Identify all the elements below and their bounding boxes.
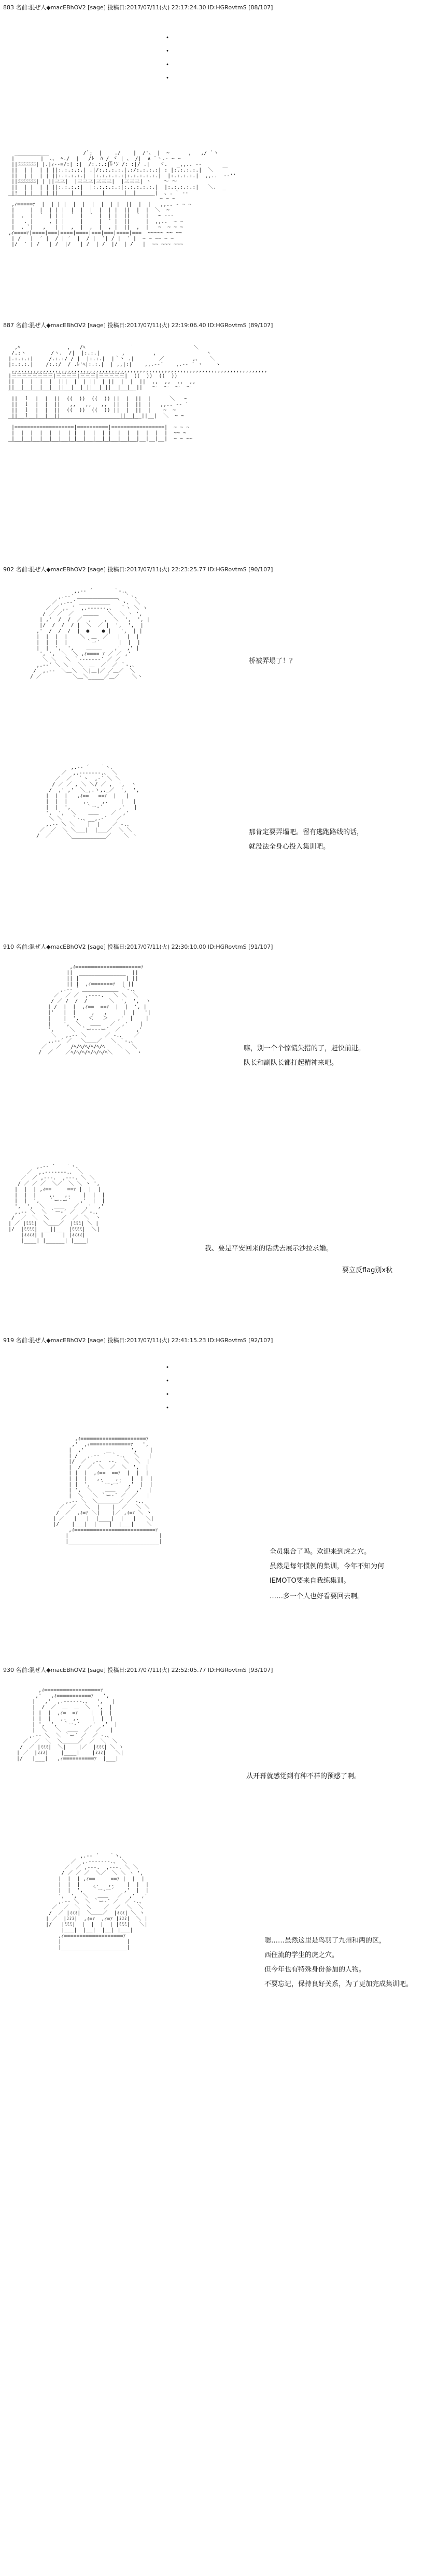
ascii-art-character-7: ,.-‐ ´￣￣｀ヽ、 ／ ,.-‐‐‐‐‐-.、 ＼ ／ ／ ,-‐-. ,-‐-. ＼ ＼ / ／ ／ ／ ＼／ ＼ ＼ ヽ ', | | | ,ｨ== ==ｧ | | | | | | ,. ,. | | | | | ', ｀ー‐ー´ ,' | | ', ', ＼ ＿＿ ／ ,' ,' ,.-‐ ＼ ＼ ｀ー‐´ ／ ／ ‐.、 ／ ／ ＼ ＼ ／ ／ ＼ ＼ / ／ |ﾐﾐﾐ| ＼＿＿／ |ﾐﾐﾐ| ＼ ヽ | ／ |ﾐﾐﾐ| ,ｨ=ｧ ,ｨ=ｧ |ﾐﾐﾐ| ＼ | |/ |ﾐﾐﾐ| | | | | |ﾐﾐﾐ| ＼| |___| |__| |__| |___| ,ｨ===================ｧ | | |_____________________| [46, 1853, 149, 1950]
post-header-883: 883 名前:混ぜ人◆macEBhOV2 [sage] 投稿日:2017/07/11(火) 22:17:24.30 ID:HGRovtmS [88/107] [3, 4, 273, 11]
dialog-919-line-4: ……多一个人也好看要回去啊。 [270, 1593, 364, 1600]
ascii-art-scene-1: __________ /`; | ./ | /'、 | ~ , ,/ `ヽ |￣￣￣￣￣| 、、 ﾍ./ | /ﾄ ﾊ /_ヾ | 、 /| ∧ `ヽ.- ~ ~ ||ﾆﾆﾆﾆﾆﾆﾆ| |.|ｨ-‐=/:| :| /:.:.:|ﾚ'ﾝ /: :|/ .| ヾ. _,,.. -‐ || | | | | ||:.:.:.:.| .|/:.:.:.:.|.:/:.:.:.:| : |:.:.:.:.| ＼ ￣ || | | | | ||:.:.:.:.| |:.:.:.:.:|:.:.:.:.:.| |:.:.:.:.| ,,.. -‐'' ||ﾆﾆﾆﾆﾆﾆﾆ| | ||三三| |三三三|三三三| |三三三| ヽ ～ ～ || | | | | ||:.:.:.:| |:.:.:.:.:|:.:.:.:.:.| |:.:.:.:.:| ＼. _ |!__|_|__|_| ||____|__|______|______|__|______| 、. ` ‐- ￣￣￣￣￣￣￣￣￣￣￣￣￣￣￣￣￣￣￣￣￣￣￣￣￣￣￣￣ ~ ~ ~ ,ｨ=====ｧ | | | | | | | | | | || | | ,,.. ‐ ~ ~ | | | | | | | | | | | | || | | ＼ ~ | , | ´ | | | ´ | ´ | | | || ´ | ~ -‐‐ | . | , | | | | ´ | || | ,,.. ~ ~ | , `| , | | , | , | , | || , | ~ ~ ~ ~ ,ｨ====ｧ|====|===|====|====|===|===|====|=== ~~~~~ ~~ ~~ | / | ′ | / | ′ | / | ′| / | ′ | ~ ~ ~~ ~ ~ |/ ′ | / | / |/ | / | / |/ | / | ~~ ~~~ ~~~ [8, 150, 236, 247]
dialog-930b-line-4: 不要忘记，保持良好关系，为了更加完成集训吧。 [264, 1980, 413, 1988]
ellipsis-dots: ・ ・ ・ ・ [163, 33, 172, 83]
dialog-910-line-2: 队长和副队长都打起精神来吧。 [244, 1059, 339, 1067]
post-header-902: 902 名前:混ぜ人◆macEBhOV2 [sage] 投稿日:2017/07/11(火) 22:23:25.77 ID:HGRovtmS [90/107] [3, 566, 273, 573]
ascii-art-character-2: ,.-‐ ´￣￣｀ヽ、 ／ ,.-‐‐‐‐‐-.、 ＼ ／ ／ ｀ヽ ,-´ ＼ ＼ / ／ ／ , ＼ ＼/ ／ , ', ヽ / ,' ,' ＼_,.ヽ,._／ ', ', | | | ,ｨ== ==ｧ | | | | | ,. ,. | | | | ', ｀ー‐´ ,' | ', ', ＼ ＿＿ ／ ,' ＼ ＼ ｀‐.、__,.‐´ ／ ,.-‐ ＼ ＼ | | ／ ‐.、 ／ ／ ＼ ＼___| |___／ ＼ ＼ / ／ ＼___________／ ＼ ヽ [36, 765, 139, 839]
ascii-art-character-5: ,ｨ=====================ｧ ,' ,ｨ=============ｧ ', | ,' ', | | / ,.-‐ ´￣｀‐.、 ＼ | |/ ／ ,-‐ ‐-. ＼ ＼ | | / ／ ＼ ／ ＼ ', | | | | ,ｨ== ==ｧ | | | | | | ,. ,. | | | | | ', ｀ー‐ー´ ,' | | | ', ＼ ＿＿ ／ ,' | | ＼ ＼ ｀ー‐´ ／ ／ | ,.-‐ ＼ ＼＿＿＿＿／ ／ ‐.、 ／ ／ ＼ | | ／ ＼ ＼ / ／ ,ｨ=ｧ ＼| |／ ,ｨ=ｧ ＼ ヽ | ／ | | |____| | | ＼| |/ |___| | | |___| ＼ ,ｨ==========================ｧ | | |_____________________________| [53, 1436, 162, 1544]
ascii-art-character-6: ,ｨ==================ｧ ,' ,ｨ===========ｧ ', | ,' ,.-‐‐‐‐-.、 ', | | / ／ ＿ ＿ ＼ ', | | | | ,ｨ= =ｧ | | | | | | ,. ,. | | | | ', ', ｀ー‐´ ,' ,' | | ＼ ＼ ＿＿ ／ ／ | ,.-‐ ＼ ＼ ｀ー´ ／ ／ ‐.、 ／ ／ ＼ ＼＿＿＿／ ／ ＼ ＼ / ／ |ﾐﾐﾐ| ＼| |／ |ﾐﾐﾐ| ＼ ヽ | ／ |ﾐﾐﾐ| |____| |ﾐﾐﾐ| ＼| |/ |___| ,ｨ==========ｧ |___| [17, 1687, 124, 1762]
dialog-902b-line-2: 就没法全身心投入集训吧。 [249, 843, 330, 851]
dialog-919-line-2: 虽然是每年惯例的集训，今年不知为何 [270, 1563, 385, 1570]
ascii-art-scene-2: ,ﾍ , /ﾍ ｀ ＼ /.:ヽ /ヽ. /| |:.:.| , , ヽ |.:.:.:| /.:.:/ / | |:.:.| |｀ヽ .| ／ ,、 ＼ |:.:.:.| /:.:/ / .ﾚ'ﾍ|:.:.| | ,,|:| ,,.-‐´ ,.-‐ ´ ヽ ヽ ,,,,,,,,,,,,,,,,,,,,,,,,,,,,,,,,,,,,,,,,,,,,,,,,,,,,,,,,,,,,,,,,,,,,,,,,,,,,,,,,,, |三三三三三三三三|三三三三|三三三|三三三三三| (( )) (( )) || | | | | ||| | | || | || | | || ,, ,, ,, ,, ||__|__|__|__|__||__|__|_||__|_||__|__|__|| ～ ～ ～ ～ ￣￣￣￣￣￣￣￣￣￣￣￣￣￣￣￣￣￣￣￣￣￣￣￣ || ｌ | | || (( )) (( )) || | || | ＼ ~ || ｌ | | || ,, ,, ,, || | || | ,,.. -‐ ´ || ｌ | | || (( )) (( )) || | || | ~ ~ ||__ｌ__|__|__||___________________||__|__||__| ＼ ~ ~ ￣￣￣￣￣￣￣￣￣￣￣￣￣￣￣￣￣￣￣￣￣￣￣￣￣ |===================|==========|=================| ~ ~ ~ | | | | | | | | | | | | | | | | | | ~~ ~ |__|__|__|__|__|__|_|__|__|__|_|__|__|__|__|__|__| ~ ~ ~~ ￣￣￣￣￣￣￣￣￣￣￣￣￣￣￣￣￣￣￣￣￣￣￣￣￣ [8, 345, 267, 447]
ascii-art-character-1: ,.-‐ ´￣￣￣￣｀‐.、 ,.-‐´ ＿＿＿＿＿＿＿＿ ｀ヽ、 ／ ,.-‐´ ＿＿＿＿＿＿ ｀ヽ、 ＼ ／ ／ ,. ´ ,.-‐‐‐‐-.、 ｀ヽ ＼ ヽ / ／ ／ ／ ＿＿＿ ＼ ＼ ヽ ', | ,' / / ／ , , ＼ ', ', | |/ / / / | ＼ ／ | ', ', | ,' / / / | ● ● | ', | | | | | | ＼ ＿ ／ | | | | | | | ｀ー´ | | | | | ', ', ＿＿＿ ,' ,' | ', ', ＼ ＼ ,ｨ==== ｧ ／ ／ ,' ＼ ＼ ＼ ｀-‐‐‐‐‐-´ ／ ／ ,.-‐´ ＼ ＼ ＼ ＿ ／ ／ ｀‐.、 / ,.-‐ ＼＿＼ ＼|＿|／ ／＿／ ＼ / ／ ＼＿＼_____／＿／ ＼ヽ [30, 588, 150, 680]
dialog-930-line-1: 从开幕就感觉到有种不祥的预感了啊。 [246, 1772, 361, 1780]
ascii-art-character-3: ,ｨ=====================ｧ || _______________ || || | | || || | ,ｨ=======ｧ | || ,.-‐ ´ ＿＿＿＿＿＿＿ ｀‐.、 ／ ／ ／ ,-‐‐-. ＼ ＼ ＼ / ／ / / / ＼ ', ', ヽ | / | | ,ｨ== ==ｧ | | ', | |' | | , , | | '| | | ', ＜ ＞ ,' | | | ', ＼ ＿＿ ／ ,' | ', ＼ ｀ー‐‐‐ー´ ／ ,' ＼ ,.-‐ ＼ ／ ‐.、 ／ ,.-‐´ ／ ＼＿＿／ ＼ ｀‐.、 ／ ／ /ﾍ/ﾍ/ﾍ/ﾍ/ﾍ/ﾍ ＼ ＼ / ／ ／ﾍ/ﾍ/ﾍ/ﾍ/ﾍ/ﾍ/ﾍ＼ ＼ ヽ [38, 964, 151, 1055]
dialog-919-line-3: IEMOTO要来自我练集训。 [270, 1577, 350, 1585]
tag-comment: 要立反flag别x秋 [342, 1266, 393, 1274]
dialog-919-line-1: 全员集合了吗。欢迎来到虎之穴。 [270, 1548, 371, 1556]
ellipsis-dots-2: ・ ・ ・ ・ [163, 1362, 172, 1413]
dialog-910b-line-1: 我、要是平安回来的话就去展示沙拉求婚。 [205, 1245, 333, 1252]
dialog-910-line-1: 嘛，别一个个惊慌失措的了，赶快前进。 [244, 1045, 365, 1052]
dialog-930b-line-2: 西住流的学生的虎之穴。 [264, 1951, 339, 1959]
dialog-930b-line-1: 嗯……虽然这里是鸟羽了九州和两的区， [264, 1937, 386, 1945]
ascii-art-character-4: ,.-‐ ´￣￣｀ヽ、 ／ ,.-‐‐‐‐‐-.、 ＼ ／ ／ ,-‐-. ,-‐-. ＼ ＼ / ／ ／ ／ ＼／ ＼ ＼ ヽ ', | | | ,ｨ== ==ｧ | | | | | | ,. ,. | | | | | ', ｀ー‐ー´ ,' | | ', ', ＼ ＿＿ ／ ,' ,' ,.-‐ ＼ ＼ ｀ー‐´ ／ ／ ‐.、 / ／ ＼ ＼ ／ ／ ＼ ヽ | ／ |ﾐﾐﾐ| ＼＿＿／ |ﾐﾐﾐ| ＼ | |/ |ﾐﾐﾐﾐ| __||__ |ﾐﾐﾐﾐ| ＼| |ﾐﾐﾐﾐ| | | |ﾐﾐﾐﾐ| |____| |______| |____| [8, 1164, 105, 1244]
post-header-919: 919 名前:混ぜ人◆macEBhOV2 [sage] 投稿日:2017/07/11(火) 22:41:15.23 ID:HGRovtmS [92/107] [3, 1337, 273, 1344]
post-header-910: 910 名前:混ぜ人◆macEBhOV2 [sage] 投稿日:2017/07/11(火) 22:30:10.00 ID:HGRovtmS [91/107] [3, 944, 273, 950]
post-header-930: 930 名前:混ぜ人◆macEBhOV2 [sage] 投稿日:2017/07/11(火) 22:52:05.77 ID:HGRovtmS [93/107] [3, 1667, 273, 1673]
dialog-902b-line-1: 那肯定要弄塌吧。留有逃跑路线的话， [249, 828, 364, 836]
post-header-887: 887 名前:混ぜ人◆macEBhOV2 [sage] 投稿日:2017/07/11(火) 22:19:06.40 ID:HGRovtmS [89/107] [3, 322, 273, 329]
dialog-930b-line-3: 但今年也有特殊身份参加的人物。 [264, 1966, 366, 1974]
dialog-902-line-1: 桥被弄塌了！？ [249, 657, 297, 665]
